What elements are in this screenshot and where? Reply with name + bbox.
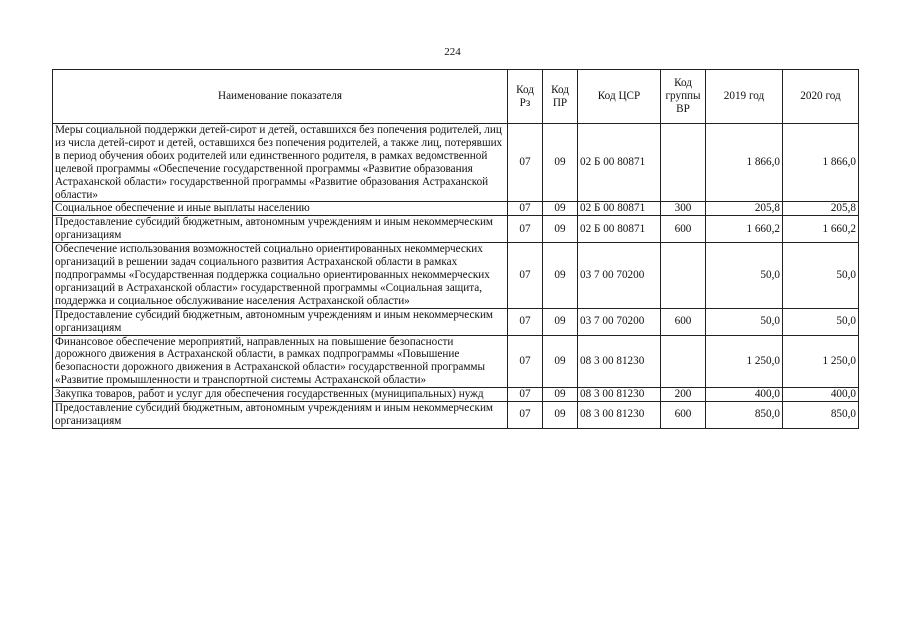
row-csr: 02 Б 00 80871 [578, 216, 661, 243]
row-pr: 09 [543, 243, 578, 309]
row-csr: 03 7 00 70200 [578, 308, 661, 335]
table-row [53, 388, 859, 402]
header-row [53, 70, 859, 124]
table-row [53, 335, 859, 388]
row-name: Социальное обеспечение и иные выплаты населению [53, 202, 508, 216]
row-pr: 09 [543, 335, 578, 388]
row-csr: 03 7 00 70200 [578, 243, 661, 309]
row-name: Финансовое обеспечение мероприятий, направленных на повышение безопасности дорожного движения в Астраханской области, в рамках подпрограммы «Повышение безопасности дорожного движения в Астраханской области» государственной программы «Развитие промышленности и транспортной системы Астраханской области» [53, 335, 508, 388]
row-vr: 600 [661, 402, 706, 429]
header-csr: Код ЦСР [578, 70, 661, 124]
row-vr [661, 335, 706, 388]
row-vr: 600 [661, 308, 706, 335]
row-2019: 1 660,2 [706, 216, 783, 243]
row-vr: 200 [661, 388, 706, 402]
header-vr-line2: группы [665, 90, 701, 103]
header-name: Наименование показателя [53, 70, 508, 124]
row-name: Закупка товаров, работ и услуг для обеспечения государственных (муниципальных) нужд [53, 388, 508, 402]
row-vr [661, 124, 706, 202]
row-2019: 400,0 [706, 388, 783, 402]
row-2020: 1 660,2 [783, 216, 859, 243]
row-rz: 07 [508, 335, 543, 388]
row-2019: 1 250,0 [706, 335, 783, 388]
row-pr: 09 [543, 388, 578, 402]
header-2020: 2020 год [783, 70, 859, 124]
row-2020: 1 250,0 [783, 335, 859, 388]
row-2020: 50,0 [783, 308, 859, 335]
header-pr-line2: ПР [552, 96, 568, 109]
row-vr [661, 243, 706, 309]
header-2019: 2019 год [706, 70, 783, 124]
row-2020: 400,0 [783, 388, 859, 402]
row-vr: 300 [661, 202, 706, 216]
row-2020: 850,0 [783, 402, 859, 429]
row-rz: 07 [508, 216, 543, 243]
table-row [53, 124, 859, 202]
header-rz-line1: Код [516, 83, 534, 96]
header-vr-line3: ВР [676, 102, 690, 115]
page-number: 224 [444, 46, 461, 58]
row-2020: 1 866,0 [783, 124, 859, 202]
row-vr: 600 [661, 216, 706, 243]
header-vr [661, 70, 706, 124]
row-csr: 08 3 00 81230 [578, 335, 661, 388]
row-csr: 08 3 00 81230 [578, 402, 661, 429]
row-2019: 850,0 [706, 402, 783, 429]
header-rz-line2: Рз [519, 96, 531, 109]
row-name: Меры социальной поддержки детей-сирот и детей, оставшихся без попечения родителей, лиц из числа детей-сирот и детей, оставшихся без попечения родителей, а также лиц, потерявших в период обучения обоих родителей или единственного родителя, в рамках ведомственной целевой программы «Обеспечение государственной программы «Развитие образования Астраханской области» государственной программы «Развитие образования Астраханской области» [53, 124, 508, 202]
row-pr: 09 [543, 308, 578, 335]
row-csr: 02 Б 00 80871 [578, 124, 661, 202]
row-rz: 07 [508, 243, 543, 309]
row-name: Обеспечение использования возможностей социально ориентированных некоммерческих организаций в решении задач социального развития Астраханской области в рамках подпрограммы «Государственная поддержка социально ориентированных некоммерческих организаций в Астраханской области» государственной программы «Социальная защита, поддержка и социальное обслуживание населения Астраханской области» [53, 243, 508, 309]
row-2019: 205,8 [706, 202, 783, 216]
header-pr-line1: Код [551, 83, 569, 96]
header-vr-line1: Код [674, 77, 692, 90]
table-row [53, 243, 859, 309]
row-pr: 09 [543, 216, 578, 243]
table-row [53, 202, 859, 216]
row-rz: 07 [508, 388, 543, 402]
row-2019: 50,0 [706, 308, 783, 335]
row-name: Предоставление субсидий бюджетным, автономным учреждениям и иным некоммерческим организациям [53, 216, 508, 243]
row-name: Предоставление субсидий бюджетным, автономным учреждениям и иным некоммерческим организациям [53, 308, 508, 335]
row-rz: 07 [508, 202, 543, 216]
row-rz: 07 [508, 308, 543, 335]
row-name: Предоставление субсидий бюджетным, автономным учреждениям и иным некоммерческим организациям [53, 402, 508, 429]
header-pr [543, 70, 578, 124]
table-row [53, 402, 859, 429]
table-row [53, 308, 859, 335]
row-csr: 02 Б 00 80871 [578, 202, 661, 216]
row-2019: 50,0 [706, 243, 783, 309]
row-2020: 50,0 [783, 243, 859, 309]
row-2019: 1 866,0 [706, 124, 783, 202]
header-rz [508, 70, 543, 124]
row-2020: 205,8 [783, 202, 859, 216]
budget-table [52, 69, 859, 429]
row-rz: 07 [508, 124, 543, 202]
table-row [53, 216, 859, 243]
row-pr: 09 [543, 202, 578, 216]
row-rz: 07 [508, 402, 543, 429]
row-pr: 09 [543, 402, 578, 429]
row-pr: 09 [543, 124, 578, 202]
row-csr: 08 3 00 81230 [578, 388, 661, 402]
